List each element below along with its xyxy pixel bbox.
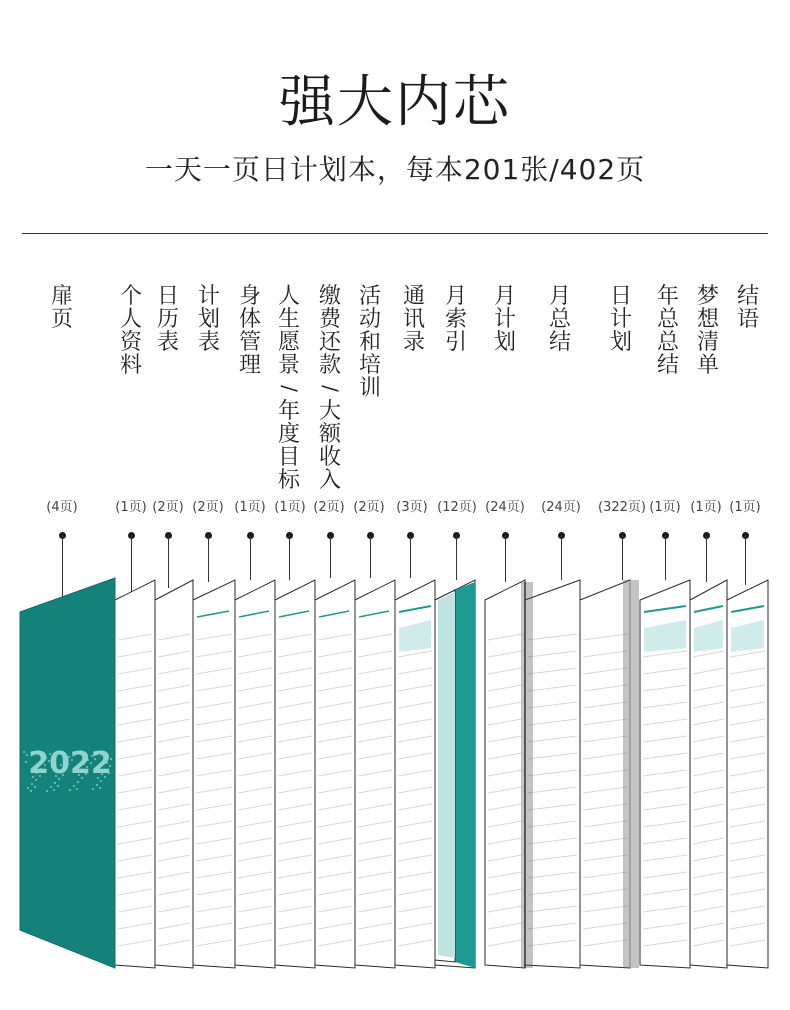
cover-sparkle	[77, 781, 79, 783]
cover-sparkle	[23, 751, 25, 753]
section-page-count: (1页)	[690, 500, 722, 515]
month-index-strip	[438, 592, 455, 958]
cover-sparkle	[30, 790, 32, 792]
cover-sparkle	[27, 787, 29, 789]
planner-page	[155, 580, 193, 968]
cover-sparkle	[57, 785, 59, 787]
section-page-count: (1页)	[234, 500, 266, 515]
planner-page	[355, 580, 395, 968]
section-page-count: (2页)	[313, 500, 345, 515]
cover-sparkle	[34, 786, 36, 788]
section-page-count: (1页)	[274, 500, 306, 515]
section-label: 日 历 表	[156, 284, 179, 355]
section-label: 月 总 结	[548, 284, 571, 355]
planner-page	[193, 580, 235, 968]
cover-sparkle	[92, 788, 94, 790]
section-page-count: (24页)	[541, 500, 581, 515]
cover-sparkle	[50, 786, 52, 788]
planner-page	[485, 580, 525, 968]
section-label: 月 计 划	[493, 284, 516, 355]
section-page-count: (4页)	[46, 500, 78, 515]
section-label: 结 语	[736, 284, 759, 332]
cover-sparkle	[76, 788, 78, 790]
section-page-count: (1页)	[649, 500, 681, 515]
section-page-count: (2页)	[192, 500, 224, 515]
cover-sparkle	[73, 785, 75, 787]
page-subtitle: 一天一页日计划本，每本201张/402页	[144, 153, 646, 186]
section-page-count: (322页)	[598, 500, 646, 515]
cover-sparkle	[54, 782, 56, 784]
planner-page	[525, 580, 580, 968]
section-label: 计 划 表	[197, 284, 220, 355]
planner-page	[115, 580, 155, 968]
section-label: 人 生 愿 景 / 年 度 目 标	[277, 284, 302, 493]
cover-sparkle	[99, 787, 101, 789]
section-label: 梦 想 清 单	[696, 284, 719, 378]
section-label: 扉 页	[50, 284, 73, 332]
planner-page	[315, 580, 355, 968]
section-page-count: (3页)	[396, 500, 428, 515]
section-label: 活 动 和 培 训	[358, 284, 381, 401]
section-page-count: (1页)	[115, 500, 147, 515]
section-label: 身 体 管 理	[238, 284, 261, 378]
section-page-count: (2页)	[353, 500, 385, 515]
page-title: 强大内芯	[279, 70, 511, 135]
cover-sparkle	[25, 761, 27, 763]
cover-year: 2022	[28, 746, 112, 781]
planner-page	[580, 580, 630, 968]
cover-sparkle	[96, 784, 98, 786]
section-label: 年 总 总 结	[656, 284, 679, 378]
section-label: 通 讯 录	[402, 284, 425, 355]
section-label: 月 索 引	[444, 284, 467, 355]
section-label: 日 计 划	[609, 284, 632, 355]
cover-sparkle	[31, 783, 33, 785]
section-page-count: (2页)	[152, 500, 184, 515]
section-label: 缴 费 还 款 / 大 额 收 入	[318, 284, 343, 493]
section-page-count: (12页)	[437, 500, 477, 515]
planner-page	[235, 580, 275, 968]
section-page-count: (1页)	[729, 500, 761, 515]
section-label: 个 人 资 料	[119, 284, 142, 378]
planner-page	[275, 580, 315, 968]
cover-sparkle	[69, 789, 71, 791]
month-index-tab	[455, 582, 475, 968]
cover-sparkle	[53, 789, 55, 791]
section-page-count: (24页)	[485, 500, 525, 515]
cover-sparkle	[46, 790, 48, 792]
